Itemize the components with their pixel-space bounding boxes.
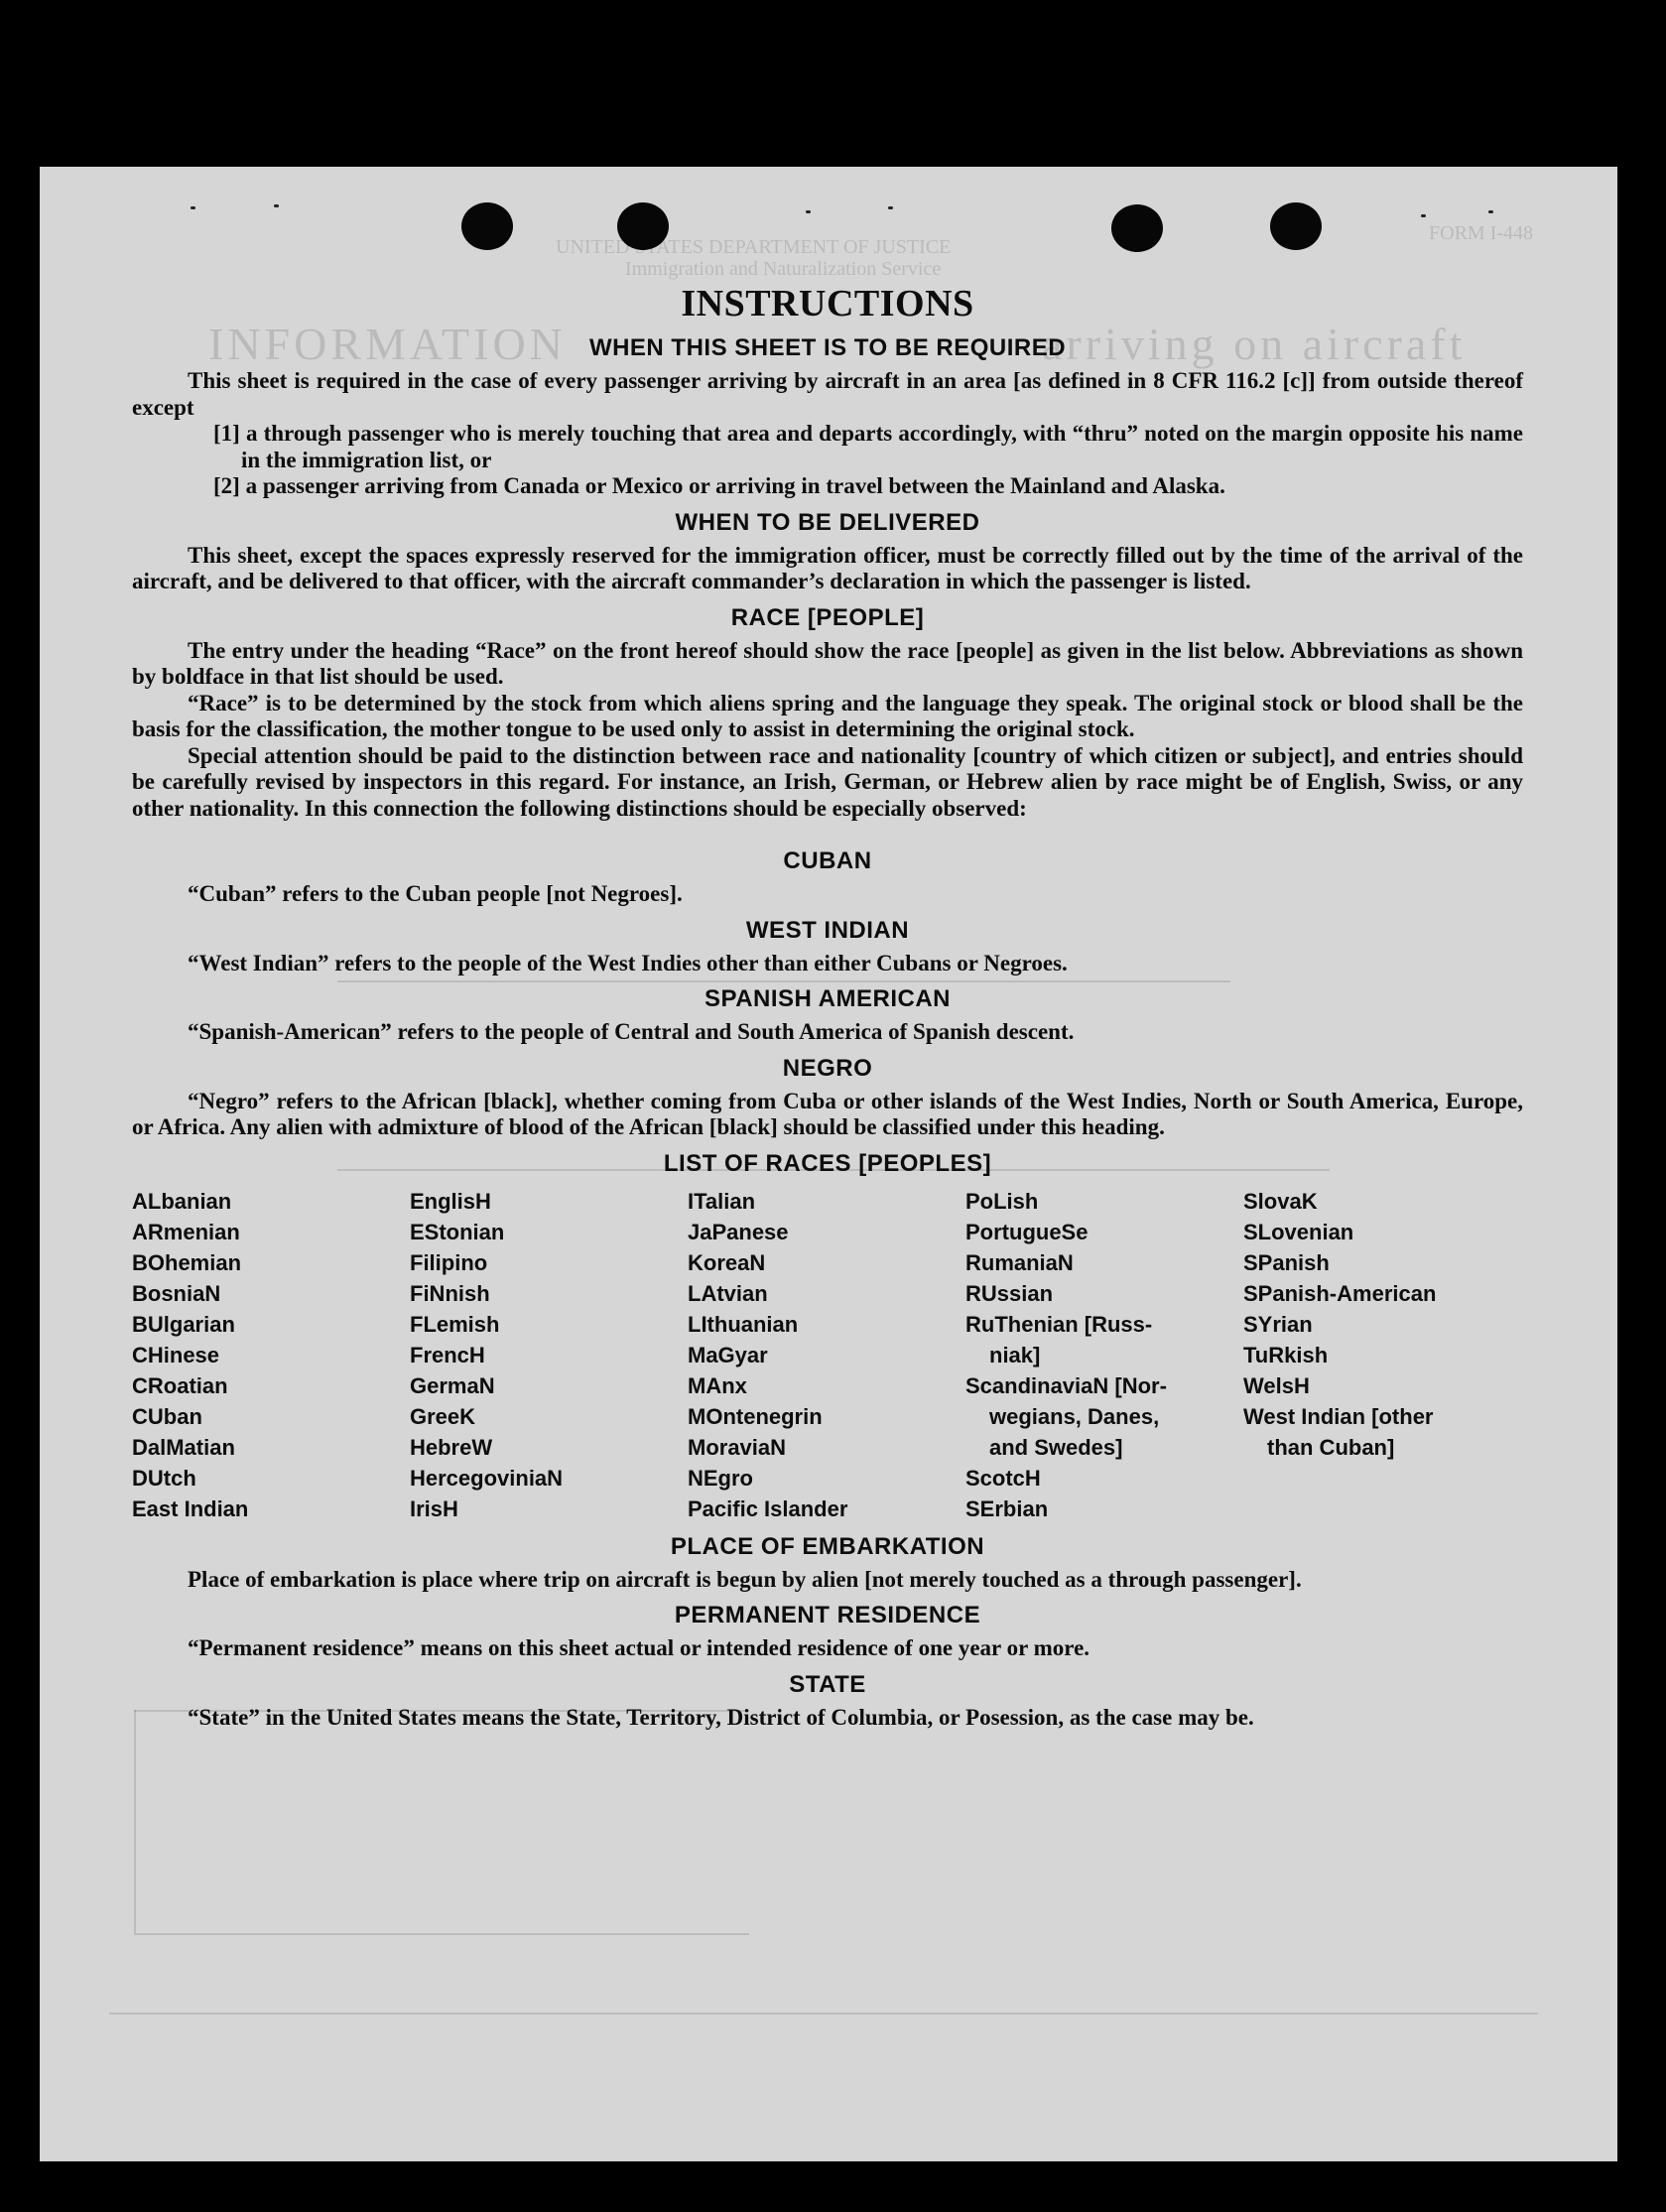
- race-entry: RUssian: [965, 1280, 1054, 1306]
- race-paragraph-2: “Race” is to be determined by the stock from which aliens spring and the language they speak. The original stock or blood shall be the basis for the classification, the mother tongue to be used only to assist in determining the original stock.: [132, 690, 1523, 741]
- race-column-3: [688, 1186, 965, 1524]
- bleed-through-rule: [134, 1710, 136, 1933]
- race-entry: East Indian: [132, 1496, 249, 1521]
- heading-state: STATE: [789, 1670, 866, 1698]
- race-column-2: [410, 1186, 688, 1524]
- race-column-4: [965, 1186, 1243, 1524]
- race-entry-continuation: niak]: [989, 1342, 1041, 1367]
- race-entry: SLovenian: [1243, 1219, 1354, 1244]
- race-entry: EnglisH: [410, 1188, 491, 1214]
- punch-hole: [461, 202, 513, 250]
- bleed-through-rule: [134, 1933, 749, 1935]
- race-entry: SPanish-American: [1243, 1280, 1437, 1306]
- bleed-through-form-number: FORM I-448: [1429, 222, 1534, 244]
- race-entry: SErbian: [965, 1496, 1049, 1521]
- race-entry: FiNnish: [410, 1280, 490, 1306]
- race-entry: EStonian: [410, 1219, 505, 1244]
- exception-item-2: [2] a passenger arriving from Canada or Mexico or arriving in travel between the Mainland and Alaska.: [213, 473, 1225, 498]
- race-entry: CHinese: [132, 1342, 220, 1367]
- race-entry: MaGyar: [688, 1342, 768, 1367]
- race-entry: RuThenian [Russ-: [965, 1311, 1153, 1337]
- heading-permanent-residence: PERMANENT RESIDENCE: [674, 1602, 981, 1628]
- race-entry: DUtch: [132, 1465, 196, 1491]
- bleed-through-title: INFORMATION: [208, 319, 567, 369]
- west-indian-text: “West Indian” refers to the people of the West Indies other than either Cubans or Negroes.: [188, 950, 1068, 976]
- heading-race: RACE [PEOPLE]: [730, 603, 925, 631]
- race-entry: GermaN: [410, 1372, 495, 1398]
- race-entry: IrisH: [410, 1496, 458, 1521]
- punch-hole: [1270, 202, 1322, 250]
- race-entry: BUlgarian: [132, 1311, 235, 1337]
- race-entry: HercegoviniaN: [410, 1465, 564, 1491]
- heading-negro: NEGRO: [782, 1054, 873, 1082]
- race-entry: Pacific Islander: [688, 1496, 848, 1521]
- bleed-through-header: UNITED STATES DEPARTMENT OF JUSTICE: [556, 236, 952, 258]
- race-list: [132, 1186, 1523, 1524]
- race-paragraph-3: Special attention should be paid to the distinction between race and nationality [country of which citizen or subject], and entries should be carefully revised by inspectors in this regard. For instance, an Irish, German, or Hebrew alien by race might be of English, Swiss, or any other nationality. In this connection the following distinctions should be especially observed:: [132, 742, 1523, 821]
- race-entry: LIthuanian: [688, 1311, 799, 1337]
- dust-speck: [888, 206, 893, 209]
- race-entry: ALbanian: [132, 1188, 232, 1214]
- race-entry: NEgro: [688, 1465, 753, 1491]
- race-entry: PoLish: [965, 1188, 1039, 1214]
- race-entry: FrencH: [410, 1342, 485, 1367]
- page-title: INSTRUCTIONS: [681, 283, 974, 325]
- race-entry: ARmenian: [132, 1219, 240, 1244]
- race-column-5: [1243, 1186, 1521, 1524]
- race-entry: SlovaK: [1243, 1188, 1318, 1214]
- race-entry: SPanish: [1243, 1249, 1330, 1275]
- race-entry: DalMatian: [132, 1434, 235, 1460]
- state-text: “State” in the United States means the State, Territory, District of Columbia, or Posession, as the case may be.: [188, 1704, 1254, 1730]
- race-entry-continuation: than Cuban]: [1267, 1434, 1395, 1460]
- race-column-1: [132, 1186, 410, 1524]
- heading-place-of-embarkation: PLACE OF EMBARKATION: [670, 1532, 985, 1560]
- bleed-through-title-suffix: arriving on aircraft: [1042, 319, 1467, 369]
- heading-list-of-races: LIST OF RACES [PEOPLES]: [663, 1149, 992, 1177]
- race-entry: CUban: [132, 1403, 202, 1429]
- race-entry: GreeK: [410, 1403, 476, 1429]
- heading-when-delivered: WHEN TO BE DELIVERED: [675, 508, 980, 536]
- dust-speck: [1421, 214, 1426, 217]
- race-entry: PortugueSe: [965, 1219, 1089, 1244]
- race-entry: MoraviaN: [688, 1434, 787, 1460]
- race-entry-continuation: wegians, Danes,: [989, 1403, 1160, 1429]
- exception-item-1: [1] a through passenger who is merely touching that area and departs accordingly, with “thru” noted on the margin opposite his name in the immigration list, or: [213, 421, 1523, 472]
- race-entry-continuation: and Swedes]: [989, 1434, 1123, 1460]
- race-entry: SYrian: [1243, 1311, 1313, 1337]
- when-delivered-text: This sheet, except the spaces expressly reserved for the immigration officer, must be correctly filled out by the time of the arrival of the aircraft, and be delivered to that officer, with the aircraft commander’s declaration in which the passenger is listed.: [132, 542, 1523, 593]
- heading-spanish-american: SPANISH AMERICAN: [704, 985, 951, 1012]
- heading-when-required: WHEN THIS SHEET IS TO BE REQUIRED: [588, 334, 1067, 361]
- race-entry: ScandinaviaN [Nor-: [965, 1372, 1167, 1398]
- dust-speck: [274, 204, 279, 207]
- race-entry: FLemish: [410, 1311, 500, 1337]
- race-entry: LAtvian: [688, 1280, 768, 1306]
- race-entry: MAnx: [688, 1372, 747, 1398]
- dust-speck: [806, 210, 811, 213]
- race-entry: KoreaN: [688, 1249, 766, 1275]
- race-entry: JaPanese: [688, 1219, 789, 1244]
- heading-cuban: CUBAN: [783, 847, 872, 874]
- race-paragraph-1: The entry under the heading “Race” on the front hereof should show the race [people] as given in the list below. Abbreviations as shown by boldface in that list should be used.: [132, 637, 1523, 689]
- race-entry: RumaniaN: [965, 1249, 1074, 1275]
- dust-speck: [191, 206, 195, 209]
- race-entry: BOhemian: [132, 1249, 242, 1275]
- race-entry: WelsH: [1243, 1372, 1310, 1398]
- negro-text: “Negro” refers to the African [black], whether coming from Cuba or other islands of the West Indies, North or South America, Europe, or Africa. Any alien with admixture of blood of the African [black] should be classified under this heading.: [132, 1088, 1523, 1139]
- heading-west-indian: WEST INDIAN: [745, 916, 910, 944]
- cuban-text: “Cuban” refers to the Cuban people [not Negroes].: [188, 881, 683, 906]
- permanent-residence-text: “Permanent residence” means on this sheet actual or intended residence of one year or more.: [188, 1635, 1090, 1660]
- bleed-through-rule: [109, 2013, 1538, 2015]
- race-entry: Filipino: [410, 1249, 488, 1275]
- when-required-intro: This sheet is required in the case of every passenger arriving by aircraft in an area [as defined in 8 CFR 116.2 [c]] from outside thereof except: [132, 368, 1523, 420]
- spanish-american-text: “Spanish-American” refers to the people of Central and South America of Spanish descent.: [188, 1019, 1075, 1044]
- race-entry: CRoatian: [132, 1372, 228, 1398]
- place-of-embarkation-text: Place of embarkation is place where trip on aircraft is begun by alien [not merely touched as a through passenger].: [188, 1566, 1302, 1592]
- punch-hole: [1111, 204, 1163, 252]
- race-entry: BosniaN: [132, 1280, 221, 1306]
- race-entry: ScotcH: [965, 1465, 1041, 1491]
- race-entry: HebreW: [410, 1434, 493, 1460]
- race-entry: MOntenegrin: [688, 1403, 823, 1429]
- bleed-through-subheader: Immigration and Naturalization Service: [625, 258, 942, 280]
- race-entry: West Indian [other: [1243, 1403, 1434, 1429]
- race-entry: ITalian: [688, 1188, 756, 1214]
- instructions-content: [132, 270, 1523, 1731]
- dust-speck: [1488, 210, 1493, 213]
- race-entry: TuRkish: [1243, 1342, 1329, 1367]
